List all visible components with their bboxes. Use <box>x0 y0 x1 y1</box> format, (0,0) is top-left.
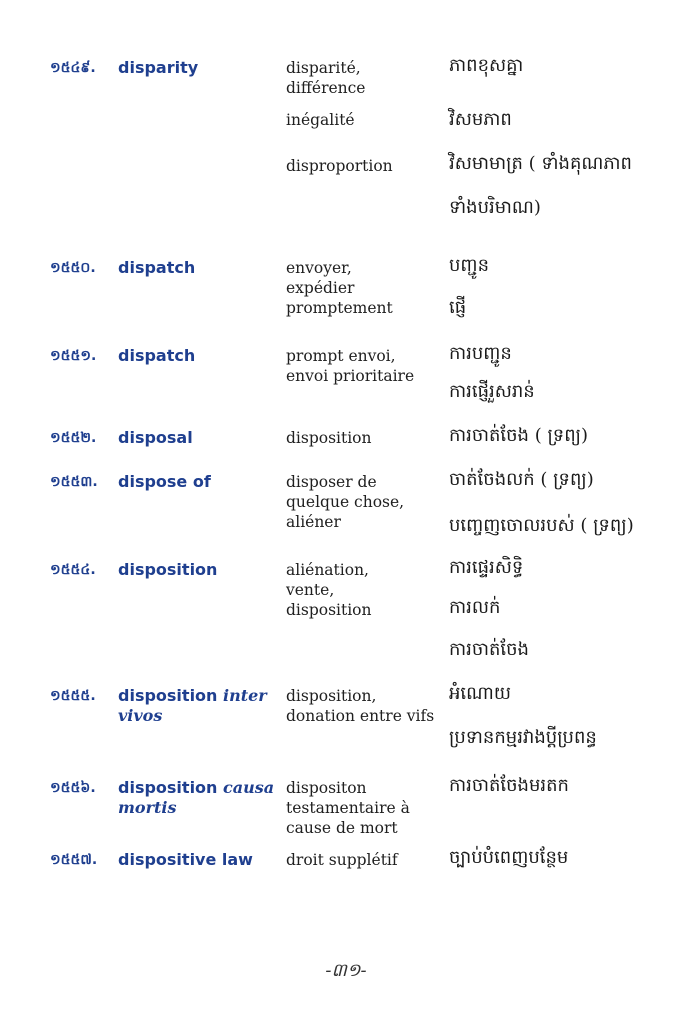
french-line: donation entre vifs <box>286 707 435 725</box>
khmer-translation: បញ្ជូន <box>449 255 489 276</box>
entry-term-latin-continued: vivos <box>118 706 163 725</box>
french-line: dispositon <box>286 779 367 797</box>
french-line: aliénation, <box>286 561 369 579</box>
entry-number: ១៥៥៥. <box>50 688 96 704</box>
french-line: disparité, <box>286 59 361 77</box>
french-line: prompt envoi, <box>286 347 396 365</box>
french-line: envoi prioritaire <box>286 367 415 385</box>
khmer-translation: ផ្ញើ <box>449 297 467 318</box>
entry-term-main: dispatch <box>118 346 196 365</box>
entry-term <box>118 850 253 870</box>
entry-term-main: disposal <box>118 428 193 447</box>
entry-number: ១៥៥២. <box>50 430 97 446</box>
entry-number: ១៥៥៣. <box>50 474 98 490</box>
khmer-translation: វិសមាមាត្រ ( ទាំងគុណភាព <box>449 153 632 174</box>
khmer-translation: ការបញ្ជូន <box>449 343 512 364</box>
khmer-translation: ប្រទានកម្មរវាងប្តីប្រពន្ធ <box>449 727 597 748</box>
french-line: promptement <box>286 299 393 317</box>
entry-number: ១៥៥០. <box>50 260 96 276</box>
khmer-translation: ការផ្ទេរសិទ្ធិ <box>449 557 524 578</box>
entry-term-latin: inter <box>223 686 267 705</box>
french-line: envoyer, <box>286 259 352 277</box>
french-translation <box>286 472 436 532</box>
entry-term <box>118 428 193 448</box>
french-translation <box>286 428 436 448</box>
khmer-translation: ការលក់ <box>449 597 501 618</box>
entry-number: ១៥៥១. <box>50 348 97 364</box>
khmer-translation: ការចាត់ចែង ( ទ្រព្យ) <box>449 425 589 446</box>
french-line: droit supplétif <box>286 851 398 869</box>
entry-number: ១៥៥៤. <box>50 562 96 578</box>
french-line: disposition, <box>286 687 377 705</box>
french-translation <box>286 560 436 620</box>
entry-term-latin-continued: mortis <box>118 798 177 817</box>
french-translation <box>286 58 436 98</box>
french-line: disposer de <box>286 473 377 491</box>
entry-term <box>118 778 274 798</box>
french-translation <box>286 258 436 318</box>
french-line: quelque chose, <box>286 493 405 511</box>
french-line: vente, <box>286 581 335 599</box>
entry-term <box>118 686 267 706</box>
french-line: disposition <box>286 429 372 447</box>
khmer-translation: ការចាត់ចែងមរតក <box>449 775 569 796</box>
khmer-translation: ការផ្ញើរួសរាន់ <box>449 381 535 402</box>
french-translation <box>286 850 436 870</box>
khmer-translation: ទាំងបរិមាណ) <box>449 197 541 218</box>
entry-number: ១៥៥៧. <box>50 852 98 868</box>
khmer-translation: វិសមភាព <box>449 109 512 130</box>
french-line: testamentaire à <box>286 799 410 817</box>
khmer-translation: ភាពខុសគ្នា <box>449 55 524 76</box>
entry-term <box>118 560 217 580</box>
entry-term <box>118 58 198 78</box>
french-translation <box>286 346 436 386</box>
entry-term <box>118 258 195 278</box>
khmer-translation: ចាត់ចែងលក់ ( ទ្រព្យ) <box>449 469 594 490</box>
french-translation <box>286 778 436 838</box>
page-number: -៣១- <box>325 960 367 981</box>
french-line: inégalité <box>286 111 355 129</box>
french-line: expédier <box>286 279 355 297</box>
french-translation <box>286 686 436 726</box>
khmer-translation: ការចាត់ចែង <box>449 639 529 660</box>
entry-term-main: disposition <box>118 560 218 579</box>
entry-term-latin: causa <box>223 778 275 797</box>
french-line: disproportion <box>286 157 393 175</box>
entry-number: ១៥៤៩. <box>50 60 96 76</box>
entry-term-main: disposition <box>118 778 218 797</box>
french-line: aliéner <box>286 513 341 531</box>
khmer-translation: ច្បាប់បំពេញបន្ថែម <box>449 847 569 868</box>
entry-term-main: dispositive law <box>118 850 253 869</box>
french-translation <box>286 156 436 176</box>
entry-term-main: disposition <box>118 686 218 705</box>
entry-term-main: dispose of <box>118 472 211 491</box>
khmer-translation: បញ្ចេញចោលរបស់ ( ទ្រព្យ) <box>449 515 634 536</box>
entry-term <box>118 472 211 492</box>
entry-term-main: disparity <box>118 58 199 77</box>
khmer-translation: អំណោយ <box>449 683 511 704</box>
french-line: cause de mort <box>286 819 398 837</box>
entry-number: ១៥៥៦. <box>50 780 96 796</box>
french-translation <box>286 110 436 130</box>
french-line: disposition <box>286 601 372 619</box>
french-line: différence <box>286 79 366 97</box>
entry-term-main: dispatch <box>118 258 196 277</box>
entry-term <box>118 346 195 366</box>
